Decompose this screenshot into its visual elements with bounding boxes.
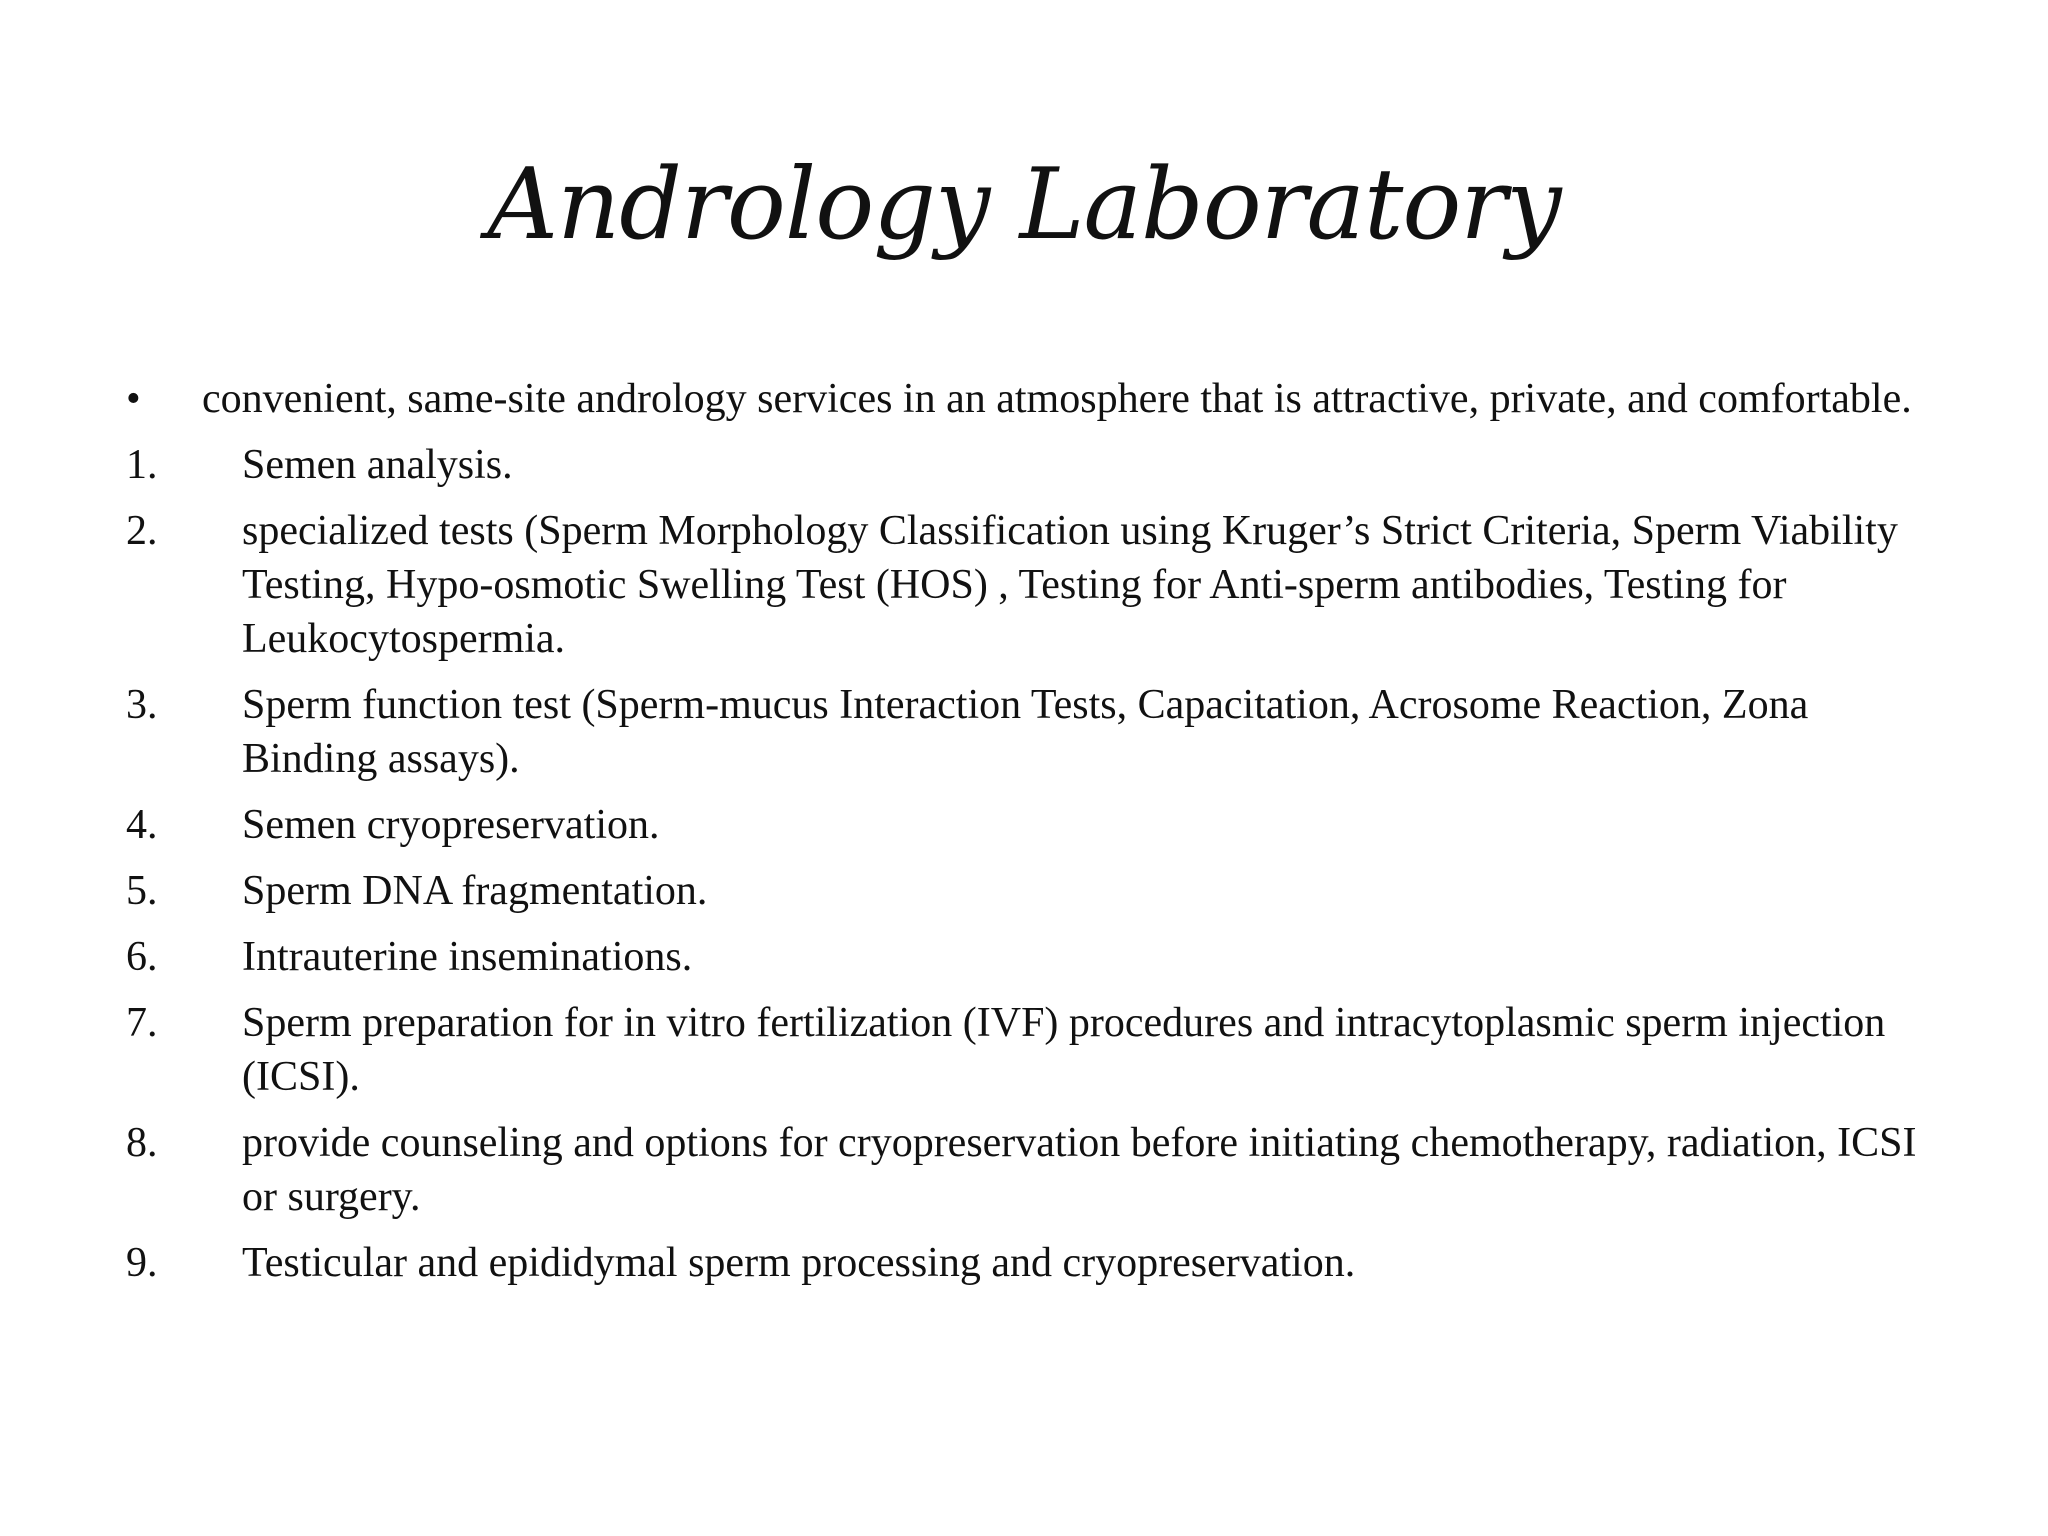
list-item-text: provide counseling and options for cryopreservation before initiating chemotherapy, radiation, ICSI or surgery.	[242, 1120, 1917, 1220]
intro-bullet-text: convenient, same-site andrology services in an atmosphere that is attractive, private, and comfortable.	[202, 376, 1912, 422]
list-item	[126, 1236, 1926, 1290]
list-number: 4.	[126, 802, 158, 848]
list-number: 7.	[126, 1000, 158, 1046]
list-item	[126, 930, 1926, 984]
list-number: 8.	[126, 1120, 158, 1166]
list-item	[126, 504, 1926, 666]
list-number: 3.	[126, 682, 158, 728]
slide-title: Andrology Laboratory	[487, 148, 1561, 262]
list-item	[126, 798, 1926, 852]
list-number: 6.	[126, 934, 158, 980]
list-item	[126, 438, 1926, 492]
list-item	[126, 678, 1926, 786]
list-item-text: Intrauterine inseminations.	[242, 934, 693, 980]
list-item	[126, 1116, 1926, 1224]
list-number: 9.	[126, 1240, 158, 1286]
list-number: 2.	[126, 508, 158, 554]
list-item-text: Testicular and epididymal sperm processing and cryopreservation.	[242, 1240, 1356, 1286]
list-item-text: specialized tests (Sperm Morphology Classification using Kruger’s Strict Criteria, Sperm Viability Testing, Hypo-osmotic Swelling Test (HOS) , Testing for Anti-sperm antibodies, Testing for Leukocytospermia.	[242, 508, 1898, 662]
list-number: 1.	[126, 442, 158, 488]
list-item-text: Sperm DNA fragmentation.	[242, 868, 708, 914]
bullet-marker: •	[126, 376, 141, 422]
list-item-text: Semen cryopreservation.	[242, 802, 660, 848]
list-item-text: Sperm function test (Sperm-mucus Interaction Tests, Capacitation, Acrosome Reaction, Zona Binding assays).	[242, 682, 1809, 782]
services-list	[126, 438, 1926, 1290]
list-item-text: Sperm preparation for in vitro fertilization (IVF) procedures and intracytoplasmic sperm injection (ICSI).	[242, 1000, 1886, 1100]
list-item	[126, 864, 1926, 918]
list-item	[126, 996, 1926, 1104]
list-item-text: Semen analysis.	[242, 442, 513, 488]
slide-content	[126, 372, 1926, 1302]
list-number: 5.	[126, 868, 158, 914]
intro-bullet	[126, 372, 1926, 426]
